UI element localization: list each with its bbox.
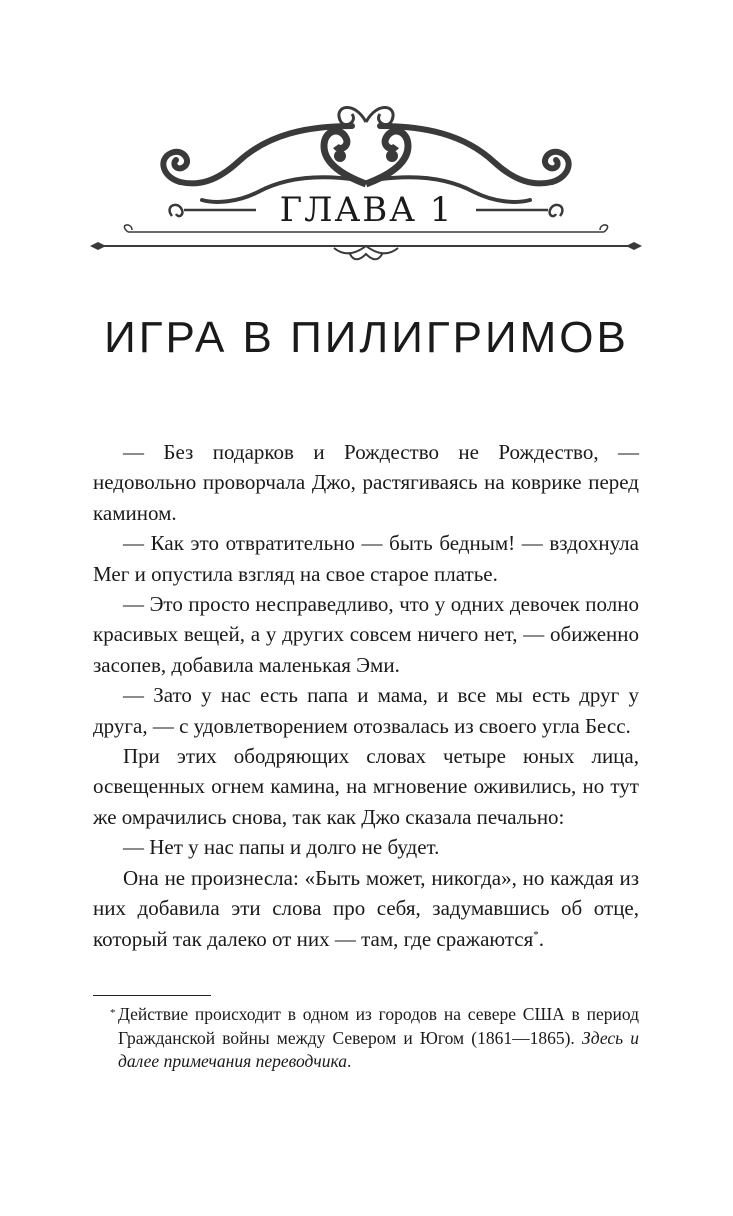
chapter-label: ГЛАВА 1: [279, 190, 454, 230]
ornament-scroll-left: [163, 152, 187, 182]
paragraph: — Как это отвратительно — быть бедным! — вздохнула Мег и опустила взгляд на свое старое платье.: [93, 531, 639, 586]
footnote-rule: [93, 995, 211, 996]
paragraph: — Зато у нас есть папа и мама, и все мы есть друг у друга, — с удовлетворением отозвалась из своего угла Бесс.: [93, 683, 639, 738]
ornament-top-knot: [339, 107, 393, 124]
paragraph: — Нет у нас папы и долго не будет.: [123, 835, 440, 860]
ornament-bottom-flourish: [334, 246, 398, 259]
chapter-title: ИГРА В ПИЛИГРИМОВ: [104, 313, 629, 362]
paragraph: — Без подарков и Рождество не Рождество, — недовольно проворчала Джо, растягиваясь на коврике перед камином.: [93, 440, 639, 525]
chapter-ornament: [88, 92, 644, 264]
paragraph-last: Она не произнесла: «Быть может, никогда», но каждая из них добавила эти слова про себя, задумавшись об отце, который так далеко от них — там, где сражаются*.: [93, 865, 639, 951]
footnote-reference: *: [533, 928, 539, 941]
paragraph-last-text: Она не произнесла: «Быть может, никогда», но каждая из них добавила эти слова про себя, задумавшись об отце, который так далеко от них — там, где сражаются: [93, 865, 639, 951]
body-text: [93, 437, 639, 954]
paragraph: При этих ободряющих словах четыре юных лица, освещенных огнем камина, на мгновение оживились, но тут же омрачились снова, так как Джо сказала печально:: [93, 744, 639, 829]
ornament-scroll-right: [545, 152, 569, 182]
footnote-text: Действие происходит в одном из городов на севере США в период Гражданской войны между Севером и Югом (1861—1865).: [118, 1004, 639, 1048]
footnote: * Действие происходит в одном из городов на севере США в период Гражданской войны между Севером и Югом (1861—1865). Здесь и далее примечания переводчика.: [110, 1004, 640, 1071]
footnote-italic: Здесь и далее примечания переводчика: [118, 1027, 640, 1071]
footnote-marker: *: [110, 1007, 116, 1019]
paragraph: — Это просто несправедливо, что у одних девочек полно красивых вещей, а у других совсем ничего нет, — обиженно засопев, добавила маленькая Эми.: [93, 592, 639, 677]
